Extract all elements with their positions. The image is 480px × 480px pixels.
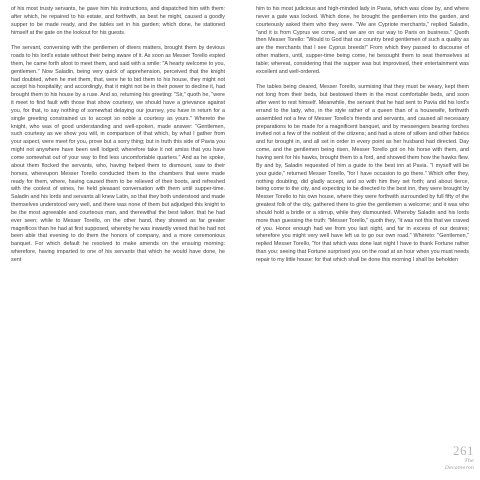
paragraph: The tables being cleared, Messer Torello, surmising that they must be weary, kept them not long from their beds, but bestowed them in the most comfortable beds, and soon after went to rest himself. Meanwhile, the servant that he had sent to Pavia did his lord's errand to the lady, who, in the style rather of a queen than of a housewife, forthwith assembled not a few of Messer Torello's friends and servants, and caused all necessary preparations to be made for a magnificent banquet, and by messengers bearing torches invited not a few of the noblest of the citizens; and had a store of silken and other fabrics and fur brought in, and all set in order in every point as her husband had directed. Day come, and the gentlemen being risen, Messer Torello got on his horse with them, and having sent for his hawks, brought them to a ford, and showed them how the hawks flew. By and by, Saladin requested of him a guide to the best inn at Pavia. "I myself will be your guide," returned Messer Torello, "for I have occasion to go there." Which offer they, nothing doubting, did gladly accept, and so with him they set forth; and about tierce, being come to the city, and expecting to be directed to the best inn, they were brought by Messer Torello to his own house, where they were forthwith surrounded by full fifty of the greatest folk of the city, gathered there to give the gentlemen a welcome; and it was who should hold a bridle or a stirrup, while they dismounted. Whereby Saladin and his lords more than guessing the truth: "Messer Torello," quoth they, "it was not this that we craved of you. Honor enough had we from you last night, and far in excess of our desires; wherefore you might very well have left us to go our own road." Whereto: "Gentlemen," replied Messer Torello, "for that which was done last night I have to thank Fortune rather than you: seeing that Fortune surprised you on the road at an hour when you must needs repair to my little house: for that which shall be done this morning I shall be beholden — [256, 84, 469, 263]
left-text-column — [11, 6, 225, 265]
running-book-title: The Decameron — [444, 458, 474, 471]
paragraph: of his most trusty servants, he gave him his instructions, and dispatched him with them: after which, he repaired to his estate, and forthwith, as best he might, caused a goodly supper to be made ready, and the tables set in his garden; which done, he stationed himself at the gate on the lookout for his guests. — [11, 6, 225, 36]
paragraph: him to his most judicious and high-minded lady in Pavia, which was close by, and where never a gate was locked. Which done, he brought the gentlemen into the garden, and courteously asked them who they were. "We are Cypriote merchants," replied Saladin, "and it is from Cyprus we come, and we are on our way to Paris on business." Quoth then Messer Torello: "Would to God that our country bred gentlemen of such a quality as are the merchants that I see Cyprus breeds!" From which they passed to discourse of other matters, until, supper-time being come, he besought them to seat themselves at table; whereat, considering that the supper was but improvised, their entertainment was excellent and well-ordered. — [256, 6, 469, 75]
paragraph: The servant, conversing with the gentlemen of divers matters, brought them by devious roads to his lord's estate without their being aware of it. As soon as Messer Torello espied them, he came forth afoot to meet them, and said with a smile: "A hearty welcome to you, gentlemen." Now Saladin, being very quick of apprehension, perceived that the knight had doubted, when he met them, that, were he to bid them to his house, they might not accept his hospitality; and accordingly, that it might not be in their power to decline it, had brought them to his house by a ruse. And so, returning his greeting: "Sir," quoth he, "were it meet to find fault with those that show courtesy, we should have a grievance against you, for that, to say nothing of somewhat delaying our journey, you have in return for a single greeting constrained us to accept so noble a courtesy as yours." Whereto the knight, who was of good understanding and well-spoken, made answer: "Gentlemen, such courtesy as we show you will, in comparison of that which, by what I gather from your aspect, were meet for you, prove but a sorry thing; but in truth this side of Pavia you might not anywhere have been well lodged; wherefore take it not amiss that you have come somewhat out of your way to find less uncomfortable quarters." And as he spoke, about them flocked the servants, who, having helped them to dismount, saw to their horses, whereupon Messer Torello conducted them to the chambers that were made ready for them, where, having caused them to be relieved of their boots, and refreshed with the coolest of wines, he held pleasant conversation with them until supper-time. Saladin and his lords and servants all knew Latin, so that they both understood and made themselves understood very well, and there was none of them but adjudged this knight to be the most agreeable and courteous man, and therewithal the best talker, that he had ever seen; while to Messer Torello, on the other hand, they showed as far greater magnificos than he had at first supposed, whereby he was inwardly vexed that he had not been able that evening to do them the honors of company, and a more ceremonious banquet. For which default he resolved to make amends on the ensuing morning: wherefore, having imparted to one of his servants that which he would have done, he sent — [11, 45, 225, 263]
page-footer — [438, 444, 474, 472]
page-number: 261 — [453, 443, 474, 458]
right-text-column — [256, 6, 469, 265]
